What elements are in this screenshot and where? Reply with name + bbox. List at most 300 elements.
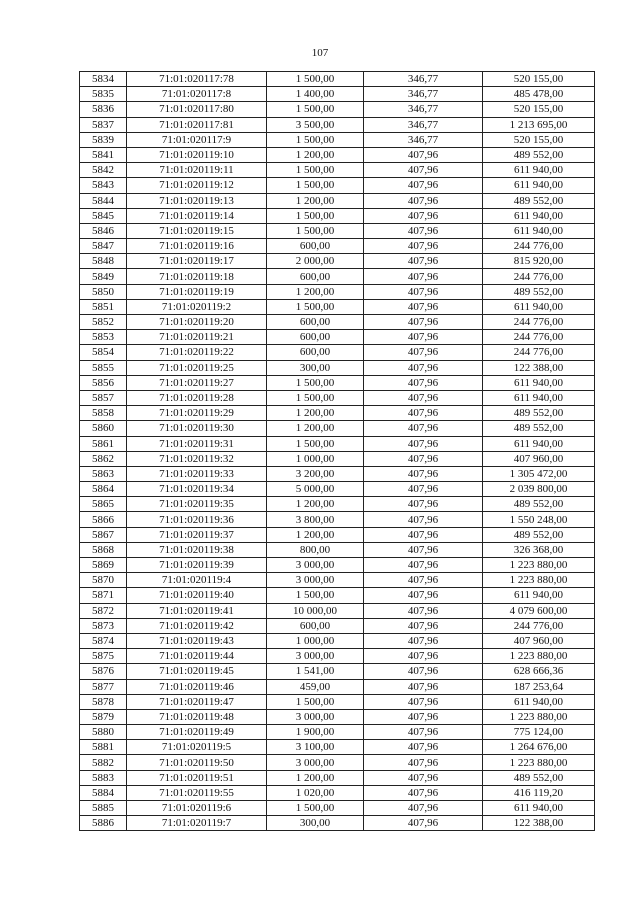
cadastral-number-cell: 71:01:020119:19 bbox=[127, 284, 267, 299]
cadastral-value-cell: 489 552,00 bbox=[483, 770, 595, 785]
area-cell: 1 200,00 bbox=[267, 497, 364, 512]
cadastral-value-cell: 489 552,00 bbox=[483, 497, 595, 512]
table-row bbox=[80, 770, 595, 785]
row-number-cell: 5835 bbox=[80, 87, 127, 102]
table-row bbox=[80, 573, 595, 588]
row-number-cell: 5868 bbox=[80, 542, 127, 557]
cadastral-number-cell: 71:01:020119:22 bbox=[127, 345, 267, 360]
cadastral-value-cell: 489 552,00 bbox=[483, 284, 595, 299]
specific-value-cell: 407,96 bbox=[364, 588, 483, 603]
area-cell: 3 200,00 bbox=[267, 466, 364, 481]
area-cell: 600,00 bbox=[267, 239, 364, 254]
cadastral-number-cell: 71:01:020119:4 bbox=[127, 573, 267, 588]
table-row bbox=[80, 558, 595, 573]
specific-value-cell: 407,96 bbox=[364, 193, 483, 208]
table-row bbox=[80, 284, 595, 299]
row-number-cell: 5881 bbox=[80, 740, 127, 755]
cadastral-value-table bbox=[79, 71, 595, 831]
row-number-cell: 5857 bbox=[80, 390, 127, 405]
cadastral-value-cell: 416 119,20 bbox=[483, 785, 595, 800]
row-number-cell: 5852 bbox=[80, 315, 127, 330]
table-row bbox=[80, 618, 595, 633]
specific-value-cell: 407,96 bbox=[364, 633, 483, 648]
cadastral-number-cell: 71:01:020119:10 bbox=[127, 147, 267, 162]
cadastral-value-cell: 489 552,00 bbox=[483, 147, 595, 162]
row-number-cell: 5879 bbox=[80, 709, 127, 724]
specific-value-cell: 407,96 bbox=[364, 345, 483, 360]
cadastral-number-cell: 71:01:020119:11 bbox=[127, 163, 267, 178]
table-row bbox=[80, 725, 595, 740]
cadastral-number-cell: 71:01:020119:35 bbox=[127, 497, 267, 512]
specific-value-cell: 407,96 bbox=[364, 527, 483, 542]
area-cell: 1 020,00 bbox=[267, 785, 364, 800]
specific-value-cell: 407,96 bbox=[364, 603, 483, 618]
cadastral-value-cell: 611 940,00 bbox=[483, 178, 595, 193]
table-row bbox=[80, 709, 595, 724]
cadastral-number-cell: 71:01:020119:42 bbox=[127, 618, 267, 633]
cadastral-value-cell: 611 940,00 bbox=[483, 299, 595, 314]
area-cell: 1 900,00 bbox=[267, 725, 364, 740]
table-row bbox=[80, 421, 595, 436]
row-number-cell: 5866 bbox=[80, 512, 127, 527]
area-cell: 600,00 bbox=[267, 269, 364, 284]
table-row bbox=[80, 299, 595, 314]
area-cell: 1 500,00 bbox=[267, 163, 364, 178]
row-number-cell: 5855 bbox=[80, 360, 127, 375]
table-row bbox=[80, 193, 595, 208]
table-row bbox=[80, 679, 595, 694]
area-cell: 1 200,00 bbox=[267, 193, 364, 208]
area-cell: 600,00 bbox=[267, 618, 364, 633]
cadastral-value-cell: 611 940,00 bbox=[483, 588, 595, 603]
specific-value-cell: 346,77 bbox=[364, 102, 483, 117]
cadastral-number-cell: 71:01:020119:28 bbox=[127, 390, 267, 405]
row-number-cell: 5867 bbox=[80, 527, 127, 542]
cadastral-number-cell: 71:01:020119:21 bbox=[127, 330, 267, 345]
cadastral-value-cell: 244 776,00 bbox=[483, 345, 595, 360]
specific-value-cell: 407,96 bbox=[364, 360, 483, 375]
specific-value-cell: 407,96 bbox=[364, 239, 483, 254]
area-cell: 1 200,00 bbox=[267, 770, 364, 785]
table-row bbox=[80, 117, 595, 132]
specific-value-cell: 407,96 bbox=[364, 558, 483, 573]
area-cell: 1 400,00 bbox=[267, 87, 364, 102]
specific-value-cell: 407,96 bbox=[364, 163, 483, 178]
cadastral-number-cell: 71:01:020119:14 bbox=[127, 208, 267, 223]
specific-value-cell: 407,96 bbox=[364, 573, 483, 588]
area-cell: 2 000,00 bbox=[267, 254, 364, 269]
row-number-cell: 5847 bbox=[80, 239, 127, 254]
cadastral-value-cell: 628 666,36 bbox=[483, 664, 595, 679]
cadastral-value-cell: 407 960,00 bbox=[483, 633, 595, 648]
area-cell: 600,00 bbox=[267, 345, 364, 360]
cadastral-number-cell: 71:01:020119:43 bbox=[127, 633, 267, 648]
row-number-cell: 5885 bbox=[80, 801, 127, 816]
area-cell: 1 000,00 bbox=[267, 633, 364, 648]
specific-value-cell: 407,96 bbox=[364, 315, 483, 330]
cadastral-value-cell: 489 552,00 bbox=[483, 421, 595, 436]
area-cell: 5 000,00 bbox=[267, 482, 364, 497]
cadastral-value-cell: 611 940,00 bbox=[483, 223, 595, 238]
table-body bbox=[80, 72, 595, 831]
table-row bbox=[80, 239, 595, 254]
cadastral-value-cell: 520 155,00 bbox=[483, 102, 595, 117]
table-row bbox=[80, 740, 595, 755]
specific-value-cell: 407,96 bbox=[364, 816, 483, 831]
table-row bbox=[80, 345, 595, 360]
table-row bbox=[80, 132, 595, 147]
cadastral-value-cell: 520 155,00 bbox=[483, 72, 595, 87]
specific-value-cell: 346,77 bbox=[364, 72, 483, 87]
row-number-cell: 5871 bbox=[80, 588, 127, 603]
area-cell: 3 000,00 bbox=[267, 649, 364, 664]
row-number-cell: 5836 bbox=[80, 102, 127, 117]
cadastral-number-cell: 71:01:020119:55 bbox=[127, 785, 267, 800]
row-number-cell: 5858 bbox=[80, 406, 127, 421]
cadastral-number-cell: 71:01:020117:8 bbox=[127, 87, 267, 102]
table-row bbox=[80, 390, 595, 405]
row-number-cell: 5846 bbox=[80, 223, 127, 238]
row-number-cell: 5853 bbox=[80, 330, 127, 345]
cadastral-number-cell: 71:01:020119:44 bbox=[127, 649, 267, 664]
cadastral-value-cell: 489 552,00 bbox=[483, 527, 595, 542]
area-cell: 1 541,00 bbox=[267, 664, 364, 679]
area-cell: 1 500,00 bbox=[267, 390, 364, 405]
cadastral-number-cell: 71:01:020119:47 bbox=[127, 694, 267, 709]
area-cell: 300,00 bbox=[267, 360, 364, 375]
area-cell: 1 000,00 bbox=[267, 451, 364, 466]
table-row bbox=[80, 785, 595, 800]
cadastral-value-cell: 187 253,64 bbox=[483, 679, 595, 694]
cadastral-value-cell: 244 776,00 bbox=[483, 239, 595, 254]
specific-value-cell: 407,96 bbox=[364, 755, 483, 770]
cadastral-value-cell: 611 940,00 bbox=[483, 163, 595, 178]
specific-value-cell: 346,77 bbox=[364, 87, 483, 102]
cadastral-value-cell: 326 368,00 bbox=[483, 542, 595, 557]
cadastral-number-cell: 71:01:020119:25 bbox=[127, 360, 267, 375]
table-row bbox=[80, 482, 595, 497]
area-cell: 600,00 bbox=[267, 315, 364, 330]
specific-value-cell: 407,96 bbox=[364, 254, 483, 269]
specific-value-cell: 407,96 bbox=[364, 770, 483, 785]
specific-value-cell: 346,77 bbox=[364, 132, 483, 147]
cadastral-number-cell: 71:01:020119:46 bbox=[127, 679, 267, 694]
cadastral-number-cell: 71:01:020119:40 bbox=[127, 588, 267, 603]
specific-value-cell: 407,96 bbox=[364, 375, 483, 390]
table-row bbox=[80, 223, 595, 238]
specific-value-cell: 407,96 bbox=[364, 299, 483, 314]
cadastral-number-cell: 71:01:020119:36 bbox=[127, 512, 267, 527]
area-cell: 1 500,00 bbox=[267, 102, 364, 117]
specific-value-cell: 407,96 bbox=[364, 223, 483, 238]
cadastral-number-cell: 71:01:020119:31 bbox=[127, 436, 267, 451]
specific-value-cell: 407,96 bbox=[364, 466, 483, 481]
row-number-cell: 5865 bbox=[80, 497, 127, 512]
cadastral-value-cell: 1 223 880,00 bbox=[483, 649, 595, 664]
cadastral-number-cell: 71:01:020119:34 bbox=[127, 482, 267, 497]
cadastral-value-cell: 122 388,00 bbox=[483, 360, 595, 375]
row-number-cell: 5877 bbox=[80, 679, 127, 694]
cadastral-value-cell: 520 155,00 bbox=[483, 132, 595, 147]
cadastral-number-cell: 71:01:020119:20 bbox=[127, 315, 267, 330]
cadastral-value-cell: 122 388,00 bbox=[483, 816, 595, 831]
specific-value-cell: 407,96 bbox=[364, 694, 483, 709]
cadastral-number-cell: 71:01:020119:29 bbox=[127, 406, 267, 421]
area-cell: 3 500,00 bbox=[267, 117, 364, 132]
cadastral-number-cell: 71:01:020117:81 bbox=[127, 117, 267, 132]
table-row bbox=[80, 466, 595, 481]
table-row bbox=[80, 406, 595, 421]
row-number-cell: 5864 bbox=[80, 482, 127, 497]
cadastral-value-cell: 244 776,00 bbox=[483, 330, 595, 345]
specific-value-cell: 407,96 bbox=[364, 542, 483, 557]
row-number-cell: 5854 bbox=[80, 345, 127, 360]
row-number-cell: 5880 bbox=[80, 725, 127, 740]
specific-value-cell: 407,96 bbox=[364, 330, 483, 345]
area-cell: 600,00 bbox=[267, 330, 364, 345]
row-number-cell: 5843 bbox=[80, 178, 127, 193]
specific-value-cell: 407,96 bbox=[364, 664, 483, 679]
page-number: 107 bbox=[311, 47, 329, 59]
specific-value-cell: 407,96 bbox=[364, 451, 483, 466]
specific-value-cell: 407,96 bbox=[364, 406, 483, 421]
table-row bbox=[80, 512, 595, 527]
cadastral-number-cell: 71:01:020119:5 bbox=[127, 740, 267, 755]
area-cell: 10 000,00 bbox=[267, 603, 364, 618]
area-cell: 459,00 bbox=[267, 679, 364, 694]
specific-value-cell: 407,96 bbox=[364, 785, 483, 800]
row-number-cell: 5845 bbox=[80, 208, 127, 223]
table-row bbox=[80, 497, 595, 512]
row-number-cell: 5861 bbox=[80, 436, 127, 451]
specific-value-cell: 407,96 bbox=[364, 284, 483, 299]
cadastral-number-cell: 71:01:020119:51 bbox=[127, 770, 267, 785]
cadastral-value-cell: 489 552,00 bbox=[483, 193, 595, 208]
cadastral-value-cell: 1 223 880,00 bbox=[483, 755, 595, 770]
cadastral-value-cell: 4 079 600,00 bbox=[483, 603, 595, 618]
row-number-cell: 5850 bbox=[80, 284, 127, 299]
area-cell: 3 000,00 bbox=[267, 755, 364, 770]
cadastral-number-cell: 71:01:020119:7 bbox=[127, 816, 267, 831]
table-row bbox=[80, 102, 595, 117]
area-cell: 1 200,00 bbox=[267, 421, 364, 436]
cadastral-number-cell: 71:01:020119:12 bbox=[127, 178, 267, 193]
row-number-cell: 5878 bbox=[80, 694, 127, 709]
cadastral-value-cell: 407 960,00 bbox=[483, 451, 595, 466]
row-number-cell: 5837 bbox=[80, 117, 127, 132]
specific-value-cell: 407,96 bbox=[364, 618, 483, 633]
table-row bbox=[80, 72, 595, 87]
specific-value-cell: 407,96 bbox=[364, 725, 483, 740]
area-cell: 1 500,00 bbox=[267, 375, 364, 390]
area-cell: 3 000,00 bbox=[267, 709, 364, 724]
cadastral-number-cell: 71:01:020119:32 bbox=[127, 451, 267, 466]
area-cell: 1 500,00 bbox=[267, 132, 364, 147]
cadastral-value-cell: 1 264 676,00 bbox=[483, 740, 595, 755]
table-row bbox=[80, 801, 595, 816]
specific-value-cell: 407,96 bbox=[364, 269, 483, 284]
table-row bbox=[80, 315, 595, 330]
cadastral-number-cell: 71:01:020119:6 bbox=[127, 801, 267, 816]
table-row bbox=[80, 269, 595, 284]
table-row bbox=[80, 178, 595, 193]
row-number-cell: 5842 bbox=[80, 163, 127, 178]
specific-value-cell: 407,96 bbox=[364, 208, 483, 223]
row-number-cell: 5876 bbox=[80, 664, 127, 679]
cadastral-value-cell: 244 776,00 bbox=[483, 269, 595, 284]
row-number-cell: 5841 bbox=[80, 147, 127, 162]
row-number-cell: 5848 bbox=[80, 254, 127, 269]
table-row bbox=[80, 87, 595, 102]
cadastral-number-cell: 71:01:020119:2 bbox=[127, 299, 267, 314]
row-number-cell: 5856 bbox=[80, 375, 127, 390]
cadastral-value-cell: 2 039 800,00 bbox=[483, 482, 595, 497]
cadastral-number-cell: 71:01:020119:16 bbox=[127, 239, 267, 254]
cadastral-value-cell: 489 552,00 bbox=[483, 406, 595, 421]
area-cell: 3 800,00 bbox=[267, 512, 364, 527]
cadastral-value-cell: 1 305 472,00 bbox=[483, 466, 595, 481]
specific-value-cell: 407,96 bbox=[364, 482, 483, 497]
table-row bbox=[80, 254, 595, 269]
area-cell: 1 500,00 bbox=[267, 72, 364, 87]
cadastral-value-cell: 611 940,00 bbox=[483, 208, 595, 223]
specific-value-cell: 407,96 bbox=[364, 709, 483, 724]
area-cell: 1 500,00 bbox=[267, 208, 364, 223]
cadastral-value-cell: 244 776,00 bbox=[483, 315, 595, 330]
area-cell: 3 000,00 bbox=[267, 573, 364, 588]
specific-value-cell: 407,96 bbox=[364, 390, 483, 405]
cadastral-value-cell: 611 940,00 bbox=[483, 694, 595, 709]
table-row bbox=[80, 163, 595, 178]
row-number-cell: 5882 bbox=[80, 755, 127, 770]
cadastral-value-cell: 485 478,00 bbox=[483, 87, 595, 102]
table-row bbox=[80, 694, 595, 709]
cadastral-number-cell: 71:01:020119:33 bbox=[127, 466, 267, 481]
row-number-cell: 5862 bbox=[80, 451, 127, 466]
cadastral-number-cell: 71:01:020119:30 bbox=[127, 421, 267, 436]
row-number-cell: 5875 bbox=[80, 649, 127, 664]
area-cell: 1 500,00 bbox=[267, 223, 364, 238]
cadastral-number-cell: 71:01:020117:9 bbox=[127, 132, 267, 147]
area-cell: 1 200,00 bbox=[267, 527, 364, 542]
cadastral-number-cell: 71:01:020119:13 bbox=[127, 193, 267, 208]
specific-value-cell: 407,96 bbox=[364, 649, 483, 664]
specific-value-cell: 407,96 bbox=[364, 740, 483, 755]
table-row bbox=[80, 664, 595, 679]
row-number-cell: 5851 bbox=[80, 299, 127, 314]
area-cell: 1 500,00 bbox=[267, 436, 364, 451]
cadastral-number-cell: 71:01:020119:15 bbox=[127, 223, 267, 238]
row-number-cell: 5849 bbox=[80, 269, 127, 284]
table-row bbox=[80, 330, 595, 345]
row-number-cell: 5870 bbox=[80, 573, 127, 588]
area-cell: 1 500,00 bbox=[267, 299, 364, 314]
area-cell: 3 000,00 bbox=[267, 558, 364, 573]
row-number-cell: 5834 bbox=[80, 72, 127, 87]
row-number-cell: 5863 bbox=[80, 466, 127, 481]
specific-value-cell: 407,96 bbox=[364, 512, 483, 527]
table-row bbox=[80, 360, 595, 375]
area-cell: 1 500,00 bbox=[267, 178, 364, 193]
cadastral-value-cell: 1 550 248,00 bbox=[483, 512, 595, 527]
table-row bbox=[80, 816, 595, 831]
cadastral-value-cell: 775 124,00 bbox=[483, 725, 595, 740]
row-number-cell: 5874 bbox=[80, 633, 127, 648]
area-cell: 1 500,00 bbox=[267, 694, 364, 709]
row-number-cell: 5839 bbox=[80, 132, 127, 147]
cadastral-number-cell: 71:01:020119:38 bbox=[127, 542, 267, 557]
area-cell: 1 200,00 bbox=[267, 284, 364, 299]
row-number-cell: 5886 bbox=[80, 816, 127, 831]
table-row bbox=[80, 542, 595, 557]
table-row bbox=[80, 436, 595, 451]
table-row bbox=[80, 649, 595, 664]
area-cell: 1 200,00 bbox=[267, 147, 364, 162]
cadastral-value-cell: 611 940,00 bbox=[483, 801, 595, 816]
specific-value-cell: 407,96 bbox=[364, 679, 483, 694]
cadastral-number-cell: 71:01:020117:78 bbox=[127, 72, 267, 87]
table-row bbox=[80, 527, 595, 542]
cadastral-number-cell: 71:01:020119:48 bbox=[127, 709, 267, 724]
cadastral-value-cell: 1 223 880,00 bbox=[483, 558, 595, 573]
cadastral-value-cell: 815 920,00 bbox=[483, 254, 595, 269]
table-row bbox=[80, 603, 595, 618]
area-cell: 300,00 bbox=[267, 816, 364, 831]
row-number-cell: 5860 bbox=[80, 421, 127, 436]
specific-value-cell: 407,96 bbox=[364, 436, 483, 451]
row-number-cell: 5844 bbox=[80, 193, 127, 208]
table-row bbox=[80, 588, 595, 603]
row-number-cell: 5873 bbox=[80, 618, 127, 633]
cadastral-number-cell: 71:01:020119:18 bbox=[127, 269, 267, 284]
table-row bbox=[80, 208, 595, 223]
row-number-cell: 5883 bbox=[80, 770, 127, 785]
cadastral-number-cell: 71:01:020117:80 bbox=[127, 102, 267, 117]
area-cell: 3 100,00 bbox=[267, 740, 364, 755]
cadastral-value-cell: 1 213 695,00 bbox=[483, 117, 595, 132]
cadastral-value-cell: 611 940,00 bbox=[483, 436, 595, 451]
cadastral-number-cell: 71:01:020119:49 bbox=[127, 725, 267, 740]
cadastral-number-cell: 71:01:020119:37 bbox=[127, 527, 267, 542]
table-row bbox=[80, 755, 595, 770]
specific-value-cell: 407,96 bbox=[364, 497, 483, 512]
area-cell: 1 500,00 bbox=[267, 801, 364, 816]
cadastral-value-cell: 1 223 880,00 bbox=[483, 573, 595, 588]
table-row bbox=[80, 633, 595, 648]
cadastral-value-cell: 1 223 880,00 bbox=[483, 709, 595, 724]
specific-value-cell: 407,96 bbox=[364, 147, 483, 162]
cadastral-value-cell: 611 940,00 bbox=[483, 390, 595, 405]
cadastral-number-cell: 71:01:020119:41 bbox=[127, 603, 267, 618]
specific-value-cell: 407,96 bbox=[364, 178, 483, 193]
cadastral-number-cell: 71:01:020119:39 bbox=[127, 558, 267, 573]
cadastral-number-cell: 71:01:020119:45 bbox=[127, 664, 267, 679]
specific-value-cell: 407,96 bbox=[364, 801, 483, 816]
cadastral-number-cell: 71:01:020119:27 bbox=[127, 375, 267, 390]
row-number-cell: 5872 bbox=[80, 603, 127, 618]
area-cell: 800,00 bbox=[267, 542, 364, 557]
table-row bbox=[80, 451, 595, 466]
area-cell: 1 200,00 bbox=[267, 406, 364, 421]
row-number-cell: 5869 bbox=[80, 558, 127, 573]
specific-value-cell: 407,96 bbox=[364, 421, 483, 436]
table-row bbox=[80, 147, 595, 162]
specific-value-cell: 346,77 bbox=[364, 117, 483, 132]
cadastral-value-cell: 244 776,00 bbox=[483, 618, 595, 633]
cadastral-value-cell: 611 940,00 bbox=[483, 375, 595, 390]
row-number-cell: 5884 bbox=[80, 785, 127, 800]
table-row bbox=[80, 375, 595, 390]
